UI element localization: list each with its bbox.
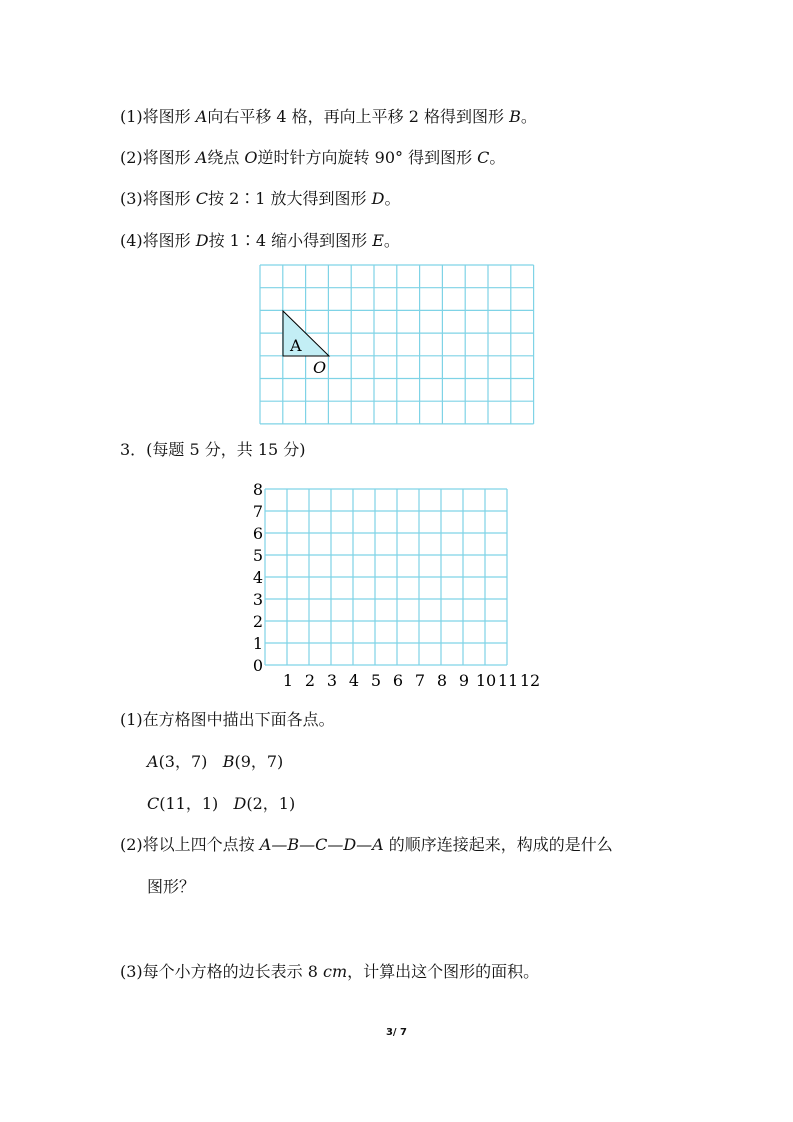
x-tick-label: 12	[519, 671, 541, 690]
x-tick-label: 3	[326, 671, 338, 690]
q3-sub3: (3)每个小方格的边长表示 8 cm，计算出这个图形的面积。	[120, 962, 540, 981]
x-tick-label: 5	[370, 671, 382, 690]
x-tick-label: 4	[348, 671, 360, 690]
y-tick-label: 2	[252, 612, 264, 631]
y-axis-ticks	[253, 480, 263, 675]
q2-item-4: (4)将图形 D按 1∶4 缩小得到图形 E。	[120, 231, 400, 250]
y-tick-label: 3	[252, 590, 264, 609]
x-axis-ticks	[283, 671, 540, 690]
y-tick-label: 8	[252, 480, 264, 499]
y-tick-label: 1	[252, 634, 264, 653]
q3-sub1: (1)在方格图中描出下面各点。	[120, 710, 335, 729]
point-o-label: O	[313, 358, 327, 377]
x-tick-label: 2	[304, 671, 316, 690]
q3-sub2: (2)将以上四个点按 A—B—C—D—A 的顺序连接起来，构成的是什么	[120, 835, 613, 854]
page-number: 3/ 7	[385, 1027, 408, 1038]
x-tick-label: 10	[475, 671, 497, 690]
y-tick-label: 0	[252, 656, 264, 675]
q2-item-2: (2)将图形 A绕点 O逆时针方向旋转 90° 得到图形 C。	[120, 148, 506, 167]
y-tick-label: 5	[252, 546, 264, 565]
y-tick-label: 6	[252, 524, 264, 543]
x-tick-label: 7	[414, 671, 426, 690]
points-line-2: C(11，1) D(2，1)	[147, 794, 296, 813]
q3-grid	[265, 489, 507, 665]
q3-header: 3．(每题 5 分，共 15 分)	[120, 440, 306, 459]
points-line-1: A(3，7) B(9，7)	[147, 752, 284, 771]
x-tick-label: 6	[392, 671, 404, 690]
x-tick-label: 8	[436, 671, 448, 690]
y-tick-label: 7	[252, 502, 264, 521]
x-tick-label: 11	[497, 671, 519, 690]
q3-sub2-cont: 图形？	[147, 877, 196, 896]
y-tick-label: 4	[252, 568, 264, 587]
q2-item-1: (1)将图形 A向右平移 4 格，再向上平移 2 格得到图形 B。	[120, 107, 537, 126]
x-tick-label: 9	[458, 671, 470, 690]
shape-a-label: A	[290, 336, 302, 355]
q2-item-3: (3)将图形 C按 2∶1 放大得到图形 D。	[120, 189, 401, 208]
x-tick-label: 1	[282, 671, 294, 690]
